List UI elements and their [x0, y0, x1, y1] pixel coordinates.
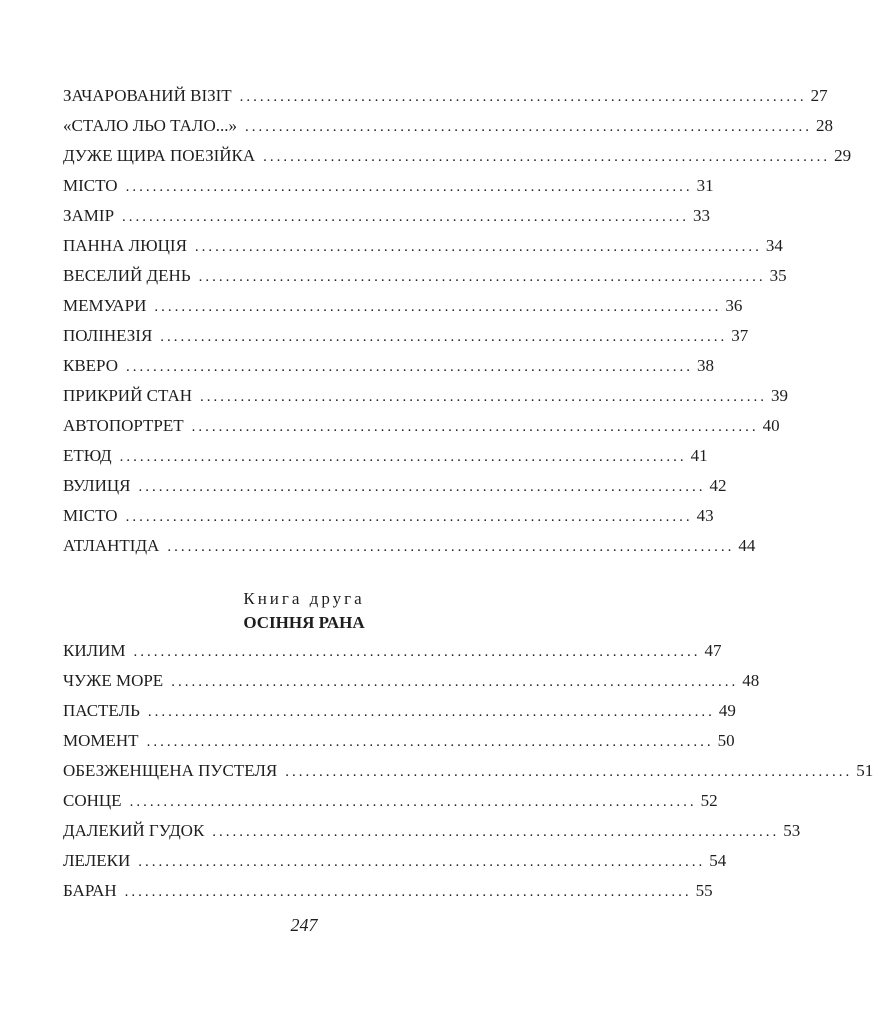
toc-entry-title: «СТАЛО ЛЬО ТАЛО...» [63, 116, 237, 135]
dot-leader: .................................................................................... [171, 674, 739, 690]
page-number: 247 [290, 915, 318, 935]
toc-entry-page: 29 [834, 146, 852, 165]
toc-entry [63, 789, 718, 813]
toc-entry [63, 324, 749, 348]
toc-entry-title: МІСТО [63, 176, 118, 195]
toc-entry [63, 384, 789, 408]
dot-leader: .................................................................................... [129, 794, 697, 810]
toc-entry-page: 47 [704, 641, 722, 660]
dot-leader: .................................................................................... [239, 89, 807, 105]
toc-entry [63, 819, 801, 843]
dot-leader: .................................................................................... [126, 359, 694, 375]
toc-entry-title: ПАННА ЛЮЦІЯ [63, 236, 187, 255]
toc-entry-page: 35 [769, 266, 787, 285]
toc-entry-page: 38 [697, 356, 715, 375]
toc-entry [63, 294, 743, 318]
toc-entry-page: 44 [738, 536, 756, 555]
toc-entry-page: 27 [810, 86, 828, 105]
toc-entry-page: 53 [783, 821, 801, 840]
toc-entry-page: 28 [815, 116, 833, 135]
toc-entry [63, 444, 708, 468]
toc-entry-page: 36 [725, 296, 743, 315]
toc-entry-title: МІСТО [63, 506, 118, 525]
toc-entry [63, 729, 735, 753]
toc-entry-title: КИЛИМ [63, 641, 126, 660]
dot-leader: .................................................................................... [133, 644, 701, 660]
toc-entry [63, 504, 714, 528]
toc-entry-title: ОБЕЗЖЕНЩЕНА ПУСТЕЛЯ [63, 761, 278, 780]
toc-entry [63, 414, 780, 438]
toc-entry [63, 759, 873, 783]
dot-leader: .................................................................................... [167, 539, 735, 555]
toc-entry-page: 54 [709, 851, 727, 870]
toc-entry-page: 52 [700, 791, 718, 810]
dot-leader: .................................................................................... [147, 704, 715, 720]
toc-entry-page: 34 [765, 236, 783, 255]
toc-entry [63, 879, 713, 903]
toc-entry-title: АВТОПОРТРЕТ [63, 416, 184, 435]
toc-entry-page: 49 [718, 701, 736, 720]
dot-leader: .................................................................................... [191, 419, 759, 435]
toc-entry [63, 669, 760, 693]
book-two-title: ОСІННЯ РАНА [243, 613, 365, 632]
dot-leader: .................................................................................... [212, 824, 780, 840]
toc-entry [63, 204, 711, 228]
toc-entry [63, 699, 736, 723]
toc-entry-page: 37 [731, 326, 749, 345]
toc-entry-title: ПРИКРИЙ СТАН [63, 386, 193, 405]
toc-entry-title: КВЕРО [63, 356, 119, 375]
toc-entry-page: 33 [693, 206, 711, 225]
toc-entry-title: ДАЛЕКИЙ ГУДОК [63, 821, 205, 840]
dot-leader: .................................................................................... [122, 209, 690, 225]
toc-entry [63, 84, 828, 108]
toc-entry [63, 534, 756, 558]
dot-leader: .................................................................................... [160, 329, 728, 345]
toc-entry [63, 849, 727, 873]
toc-entry-title: ЕТЮД [63, 446, 112, 465]
toc-entry [63, 354, 715, 378]
toc-entry-title: ВУЛИЦЯ [63, 476, 131, 495]
toc-entry [63, 234, 783, 258]
dot-leader: .................................................................................... [119, 449, 687, 465]
toc-entry-page: 55 [695, 881, 713, 900]
dot-leader: .................................................................................... [244, 119, 812, 135]
toc-entry [63, 639, 722, 663]
dot-leader: .................................................................................... [285, 764, 853, 780]
toc-entry [63, 174, 714, 198]
dot-leader: .................................................................................... [263, 149, 831, 165]
toc-entry-title: АТЛАНТІДА [63, 536, 160, 555]
dot-leader: .................................................................................... [198, 269, 766, 285]
toc-entry-title: СОНЦЕ [63, 791, 122, 810]
toc-entry-page: 31 [696, 176, 714, 195]
toc-entry [63, 264, 787, 288]
toc-entry-title: ПАСТЕЛЬ [63, 701, 140, 720]
dot-leader: .................................................................................... [125, 179, 693, 195]
toc-entry-title: ЗАМІР [63, 206, 115, 225]
dot-leader: .................................................................................... [146, 734, 714, 750]
dot-leader: .................................................................................... [154, 299, 722, 315]
dot-leader: .................................................................................... [125, 509, 693, 525]
toc-entry-page: 39 [771, 386, 789, 405]
toc-entry [63, 114, 833, 138]
toc-entry-page: 50 [717, 731, 735, 750]
toc-entry-page: 43 [696, 506, 714, 525]
toc-entry-title: ЧУЖЕ МОРЕ [63, 671, 164, 690]
dot-leader: .................................................................................... [138, 854, 706, 870]
book-two-label: Книга друга [243, 589, 365, 608]
dot-leader: .................................................................................... [200, 389, 768, 405]
toc-entry-title: МЕМУАРИ [63, 296, 147, 315]
toc-entry-title: ВЕСЕЛИЙ ДЕНЬ [63, 266, 191, 285]
toc-entry-title: ПОЛІНЕЗІЯ [63, 326, 153, 345]
toc-entry-page: 40 [762, 416, 780, 435]
toc-entry [63, 144, 852, 168]
toc-entry [63, 474, 727, 498]
toc-entry-title: ЗАЧАРОВАНИЙ ВІЗІТ [63, 86, 232, 105]
toc-entry-page: 42 [709, 476, 727, 495]
dot-leader: .................................................................................... [194, 239, 762, 255]
toc-entry-title: ЛЕЛЕКИ [63, 851, 131, 870]
toc-entry-page: 51 [856, 761, 873, 780]
toc-entry-page: 48 [742, 671, 760, 690]
dot-leader: .................................................................................... [138, 479, 706, 495]
toc-entry-page: 41 [690, 446, 708, 465]
toc-entry-title: МОМЕНТ [63, 731, 139, 750]
dot-leader: .................................................................................... [124, 884, 692, 900]
toc-entry-title: БАРАН [63, 881, 117, 900]
toc-entry-title: ДУЖЕ ЩИРА ПОЕЗІЙКА [63, 146, 256, 165]
